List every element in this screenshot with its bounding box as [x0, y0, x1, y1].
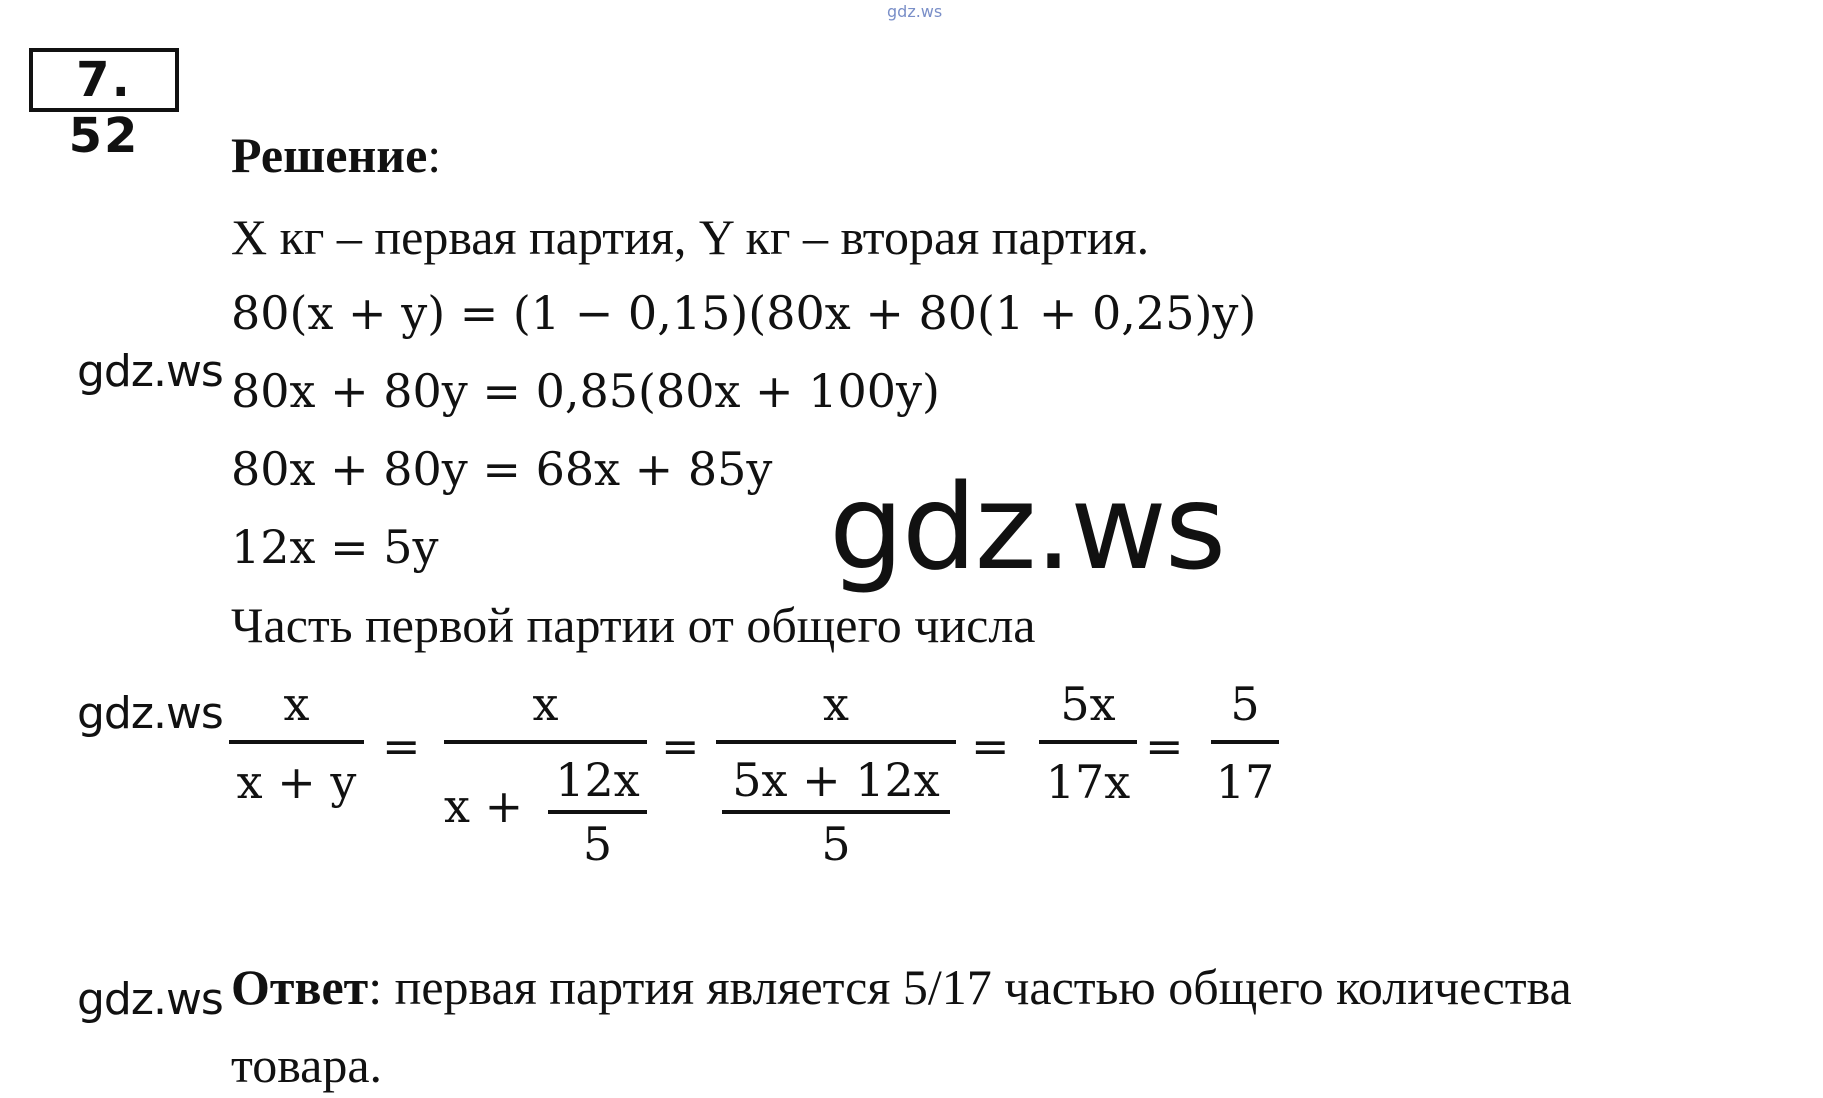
- fraction-1: [229, 673, 364, 813]
- fraction-3-inner: [722, 751, 950, 869]
- fraction-4-numerator: 5x: [1060, 677, 1116, 731]
- fraction-2-inner: [548, 751, 647, 869]
- fraction-1-bar: [229, 740, 364, 744]
- watermark-top: gdz.ws: [887, 2, 943, 21]
- fraction-1-denominator: x + y: [236, 755, 357, 809]
- equation-4: 12x = 5y: [231, 520, 439, 574]
- fraction-5-denominator: 17: [1215, 755, 1275, 809]
- watermark-side-2: gdz.ws: [77, 688, 223, 739]
- variables-line: X кг – первая партия, Y кг – вторая партия.: [231, 209, 1150, 265]
- fraction-2-inner-bar: [548, 810, 647, 814]
- fraction-5-bar: [1211, 740, 1279, 744]
- task-number-box: 7. 52: [29, 48, 179, 112]
- answer-label: Ответ: [231, 959, 369, 1015]
- fraction-2-denominator-left: x +: [444, 779, 524, 833]
- fraction-3-bar: [716, 740, 956, 744]
- fraction-3: [716, 673, 956, 873]
- fraction-4-denominator: 17x: [1045, 755, 1131, 809]
- fraction-3-inner-bar: [722, 810, 950, 814]
- fraction-2-numerator: x: [532, 677, 559, 731]
- equals-sign-3: =: [971, 719, 1010, 773]
- solution-colon: :: [427, 127, 442, 183]
- fraction-4: [1039, 673, 1137, 813]
- fraction-2: [444, 673, 647, 873]
- equation-3: 80x + 80y = 68x + 85y: [231, 442, 773, 496]
- watermark-center: gdz.ws: [829, 458, 1225, 596]
- fraction-3-inner-numerator: 5x + 12x: [732, 753, 940, 807]
- equation-1: 80(x + y) = (1 − 0,15)(80x + 80(1 + 0,25)y): [231, 286, 1257, 340]
- fraction-5-numerator: 5: [1230, 677, 1260, 731]
- fraction-1-numerator: x: [283, 677, 310, 731]
- equals-sign-4: =: [1145, 719, 1184, 773]
- fraction-2-bar: [444, 740, 647, 744]
- watermark-side-3: gdz.ws: [77, 974, 223, 1025]
- equals-sign-1: =: [382, 719, 421, 773]
- fraction-3-numerator: x: [823, 677, 849, 731]
- part-description: Часть первой партии от общего числа: [231, 597, 1036, 653]
- solution-heading: [231, 127, 442, 183]
- fraction-2-inner-numerator: 12x: [555, 753, 640, 807]
- equation-2: 80x + 80y = 0,85(80x + 100y): [231, 364, 940, 418]
- equals-sign-2: =: [661, 719, 700, 773]
- fraction-5: [1211, 673, 1279, 813]
- fraction-2-inner-denominator: 5: [582, 817, 613, 871]
- fraction-3-inner-denominator: 5: [821, 817, 851, 871]
- watermark-side-1: gdz.ws: [77, 346, 223, 397]
- solution-label: Решение: [231, 127, 428, 183]
- answer-text-1: : первая партия является 5/17 частью общего количества: [368, 959, 1572, 1015]
- answer-line-2: товара.: [231, 1037, 383, 1093]
- answer-line-1: [231, 959, 1572, 1015]
- fraction-4-bar: [1039, 740, 1137, 744]
